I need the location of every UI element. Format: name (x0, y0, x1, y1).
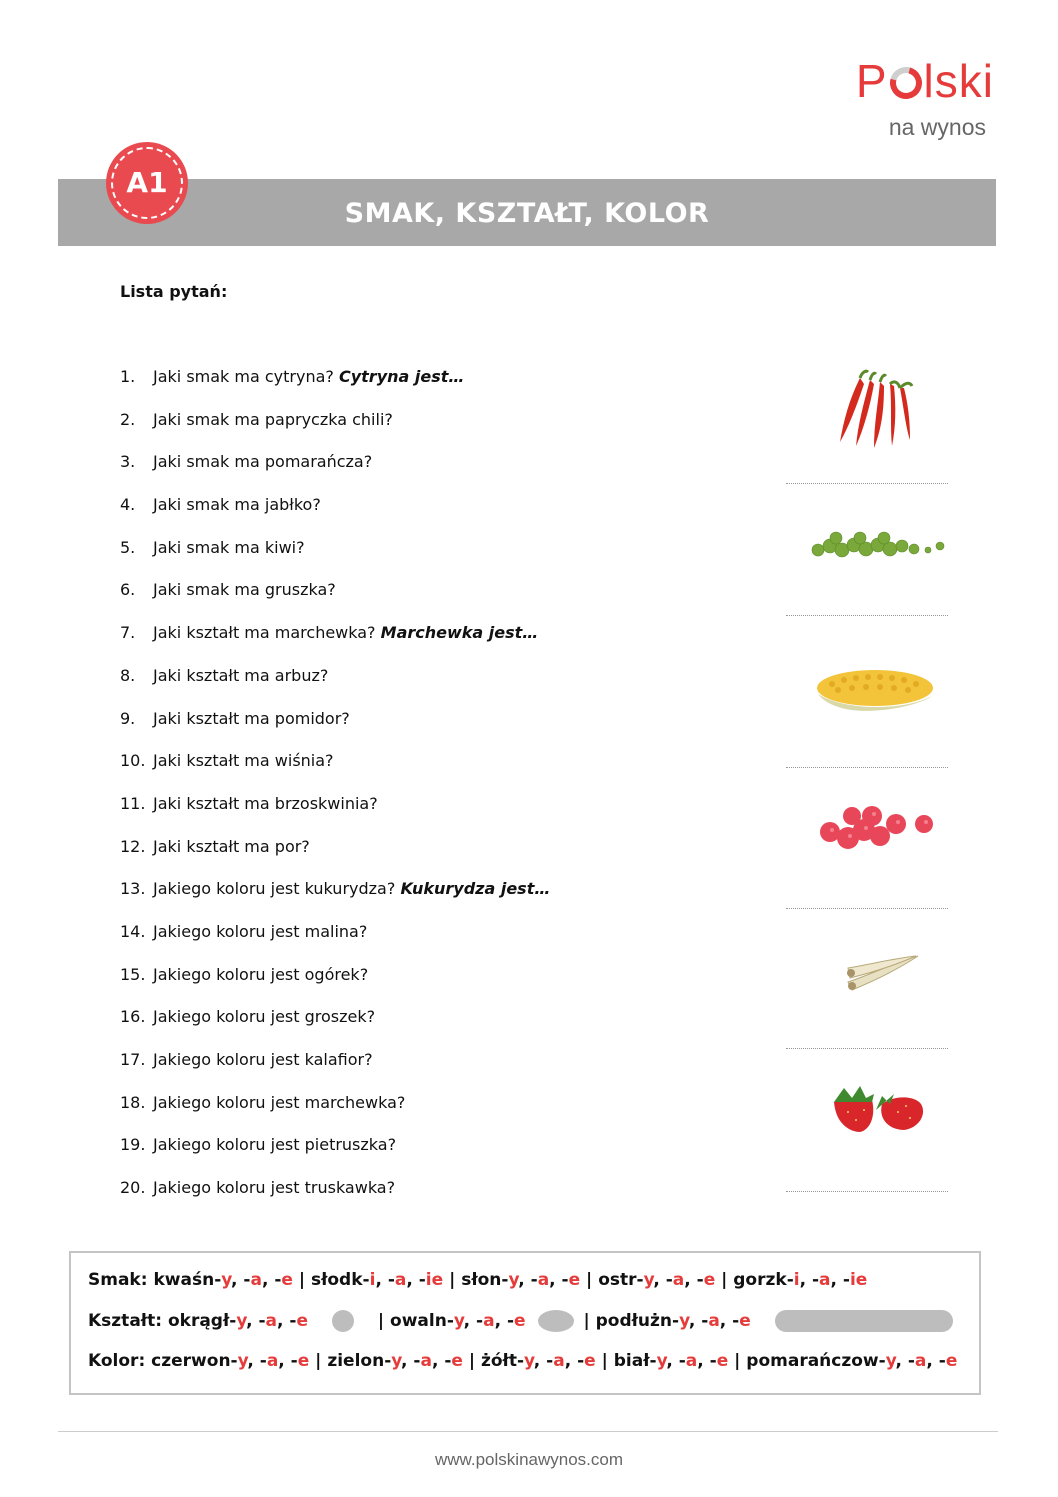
hyphen: - (878, 1351, 886, 1371)
vocab-row-ksztalt (88, 1310, 953, 1332)
ending: y (524, 1351, 534, 1371)
question-number: 20. (120, 1178, 146, 1198)
word-stem: ostr (598, 1270, 637, 1290)
question-text: Jaki smak ma jabłko? (153, 495, 321, 515)
ending: i (793, 1270, 800, 1290)
question-item (120, 537, 550, 580)
question-item (120, 793, 550, 836)
circle-shape-icon (332, 1310, 354, 1332)
separator: | (580, 1270, 599, 1290)
hyphen: - (446, 1311, 454, 1331)
question-text: Jakiego koloru jest truskawka? (153, 1178, 396, 1198)
hyphen: - (384, 1351, 392, 1371)
question-text: Jaki smak ma papryczka chili? (153, 409, 393, 429)
answer-line (786, 767, 948, 768)
question-text: Jakiego koloru jest kalafior? (153, 1050, 373, 1069)
answer-line (786, 615, 948, 616)
question-item (120, 366, 550, 409)
hyphen: - (230, 1351, 238, 1371)
question-item (120, 1049, 550, 1092)
question-number: 19. (120, 1135, 146, 1155)
answer-line (786, 1048, 948, 1049)
question-text: Jaki kształt ma por? (153, 836, 310, 856)
ending: a (819, 1270, 831, 1290)
comma: , - (431, 1351, 452, 1371)
ending: a (266, 1351, 279, 1371)
ending: a (537, 1270, 550, 1290)
vocab-row-smak (88, 1270, 867, 1290)
word-stem: okrągł (167, 1311, 230, 1331)
word-stem: słodk (310, 1270, 363, 1290)
ending: a (394, 1270, 407, 1290)
ending: y (453, 1311, 464, 1331)
hyphen: - (501, 1270, 509, 1290)
comma: , - (666, 1351, 686, 1371)
ending: y (643, 1270, 654, 1290)
vocab-row-kolor (88, 1351, 957, 1371)
comma: , - (653, 1270, 673, 1290)
comma: , - (564, 1351, 585, 1371)
brand-logo (855, 55, 994, 141)
question-item (120, 665, 550, 708)
question-text: Jakiego koloru jest marchewka? (153, 1092, 406, 1112)
footer-divider (58, 1431, 998, 1432)
ending: e (296, 1311, 308, 1331)
long-shape-icon (775, 1310, 953, 1332)
footer-url: www.polskinawynos.com (434, 1450, 623, 1469)
comma: , - (375, 1270, 395, 1290)
comma: , - (684, 1270, 704, 1290)
comma: , - (895, 1351, 915, 1371)
comma: , - (549, 1270, 569, 1290)
question-item (120, 708, 550, 751)
answer-line (786, 1191, 948, 1192)
comma: , - (401, 1351, 421, 1371)
question-number: 1. (120, 367, 136, 386)
vocab-label: Kształt: (88, 1311, 163, 1331)
comma: , - (278, 1351, 298, 1371)
question-item (120, 1006, 550, 1049)
hyphen: - (672, 1311, 680, 1331)
ending: y (237, 1351, 248, 1371)
question-item (120, 1134, 550, 1177)
ending: a (553, 1351, 565, 1371)
separator: | (728, 1351, 747, 1371)
word-stem: podłużn (595, 1311, 673, 1331)
green-peas-image (808, 530, 948, 564)
comma: , - (697, 1351, 717, 1371)
ending: a (420, 1351, 432, 1371)
comma: , - (533, 1351, 554, 1371)
question-item (120, 1092, 550, 1135)
question-text: Jaki smak ma cytryna? (153, 367, 339, 386)
logo-tagline: na wynos (888, 114, 986, 140)
question-text: Jaki smak ma pomarańcza? (153, 452, 373, 472)
word-stem: owaln (390, 1311, 447, 1331)
ending: a (708, 1311, 720, 1331)
list-title: Lista pytań: (120, 282, 228, 301)
ending: e (514, 1311, 526, 1331)
question-item (120, 1177, 550, 1220)
question-text: Jakiego koloru jest kukurydza? (153, 879, 401, 899)
separator: | (595, 1351, 614, 1371)
hyphen: - (516, 1351, 525, 1371)
ending: e (716, 1351, 729, 1371)
ending: e (945, 1351, 958, 1371)
ending: e (297, 1351, 310, 1371)
ending: a (685, 1351, 698, 1371)
question-text: Jaki kształt ma pomidor? (153, 708, 350, 728)
question-item (120, 750, 550, 793)
ending: a (672, 1270, 685, 1290)
question-number: 14. (120, 921, 146, 941)
question-text: Jakiego koloru jest pietruszka? (153, 1135, 397, 1155)
question-number: 3. (120, 452, 136, 472)
ending: e (703, 1270, 716, 1290)
comma: , - (247, 1351, 267, 1371)
comma: , - (277, 1311, 297, 1331)
question-number: 6. (120, 580, 136, 600)
separator: | (292, 1270, 311, 1290)
ending: ie (425, 1270, 444, 1290)
ending: y (221, 1270, 232, 1290)
ending: e (281, 1270, 293, 1290)
ending: i (369, 1270, 376, 1290)
title-bar (58, 179, 996, 246)
word-stem: czerwon (151, 1351, 231, 1371)
comma: , - (261, 1270, 282, 1290)
question-number: 18. (120, 1092, 146, 1112)
comma: , - (688, 1311, 709, 1331)
question-number: 13. (120, 879, 146, 899)
question-text: Jaki smak ma kiwi? (153, 537, 305, 557)
answer-line (786, 908, 948, 909)
question-hint: Cytryna jest… (338, 367, 465, 386)
question-number: 12. (120, 836, 146, 856)
question-text: Jaki kształt ma brzoskwinia? (153, 793, 378, 813)
question-text: Jaki kształt ma wiśnia? (153, 751, 334, 771)
question-number: 8. (120, 665, 136, 685)
comma: , - (246, 1311, 266, 1331)
hyphen: - (214, 1270, 222, 1290)
ending: ie (849, 1270, 868, 1290)
word-stem: słon (461, 1270, 502, 1290)
separator: | (577, 1311, 596, 1331)
separator: | (462, 1351, 481, 1371)
question-number: 17. (120, 1050, 146, 1069)
question-text: Jaki kształt ma arbuz? (153, 665, 329, 685)
question-number: 5. (120, 537, 136, 557)
separator: | (309, 1351, 328, 1371)
question-item (120, 409, 550, 452)
question-hint: Marchewka jest… (380, 623, 539, 643)
question-item (120, 494, 550, 537)
separator: | (372, 1311, 391, 1331)
hyphen: - (229, 1311, 237, 1331)
ending: a (265, 1311, 278, 1331)
ending: a (250, 1270, 262, 1290)
ending: y (656, 1351, 667, 1371)
comma: , - (719, 1311, 740, 1331)
question-item (120, 878, 550, 921)
raspberries-image (812, 802, 942, 852)
comma: , - (926, 1351, 946, 1371)
question-number: 11. (120, 793, 146, 813)
word-stem: pomarańczow (746, 1351, 879, 1371)
question-item (120, 579, 550, 622)
question-number: 10. (120, 751, 146, 771)
question-text: Jakiego koloru jest malina? (153, 921, 368, 941)
logo-o-icon (884, 61, 928, 105)
question-text: Jaki smak ma gruszka? (153, 580, 336, 600)
separator: | (715, 1270, 734, 1290)
comma: , - (494, 1311, 515, 1331)
vocab-label: Smak: (88, 1270, 148, 1290)
question-text: Jaki kształt ma marchewka? (153, 623, 381, 643)
comma: , - (799, 1270, 820, 1290)
question-number: 4. (120, 495, 136, 515)
hyphen: - (786, 1270, 794, 1290)
question-number: 2. (120, 409, 136, 429)
question-list (120, 366, 550, 1220)
ending: y (508, 1270, 519, 1290)
question-item (120, 921, 550, 964)
level-badge (106, 142, 188, 224)
ending: y (885, 1351, 896, 1371)
question-number: 7. (120, 623, 136, 643)
page-title: SMAK, KSZTAŁT, KOLOR (344, 198, 710, 229)
corn-cob-image (812, 664, 938, 714)
ending: a (483, 1311, 495, 1331)
strawberries-image (826, 1082, 928, 1134)
hyphen: - (649, 1351, 657, 1371)
comma: , - (518, 1270, 538, 1290)
word-stem: zielon (327, 1351, 385, 1371)
question-hint: Kukurydza jest… (400, 879, 551, 899)
word-stem: żółt (480, 1351, 517, 1371)
logo-main: P lski (855, 55, 994, 107)
question-item (120, 836, 550, 879)
ending: a (914, 1351, 927, 1371)
ending: y (236, 1311, 247, 1331)
question-item (120, 451, 550, 494)
level-badge-label: A1 (111, 147, 183, 219)
ending: e (584, 1351, 596, 1371)
hyphen: - (636, 1270, 644, 1290)
question-text: Jakiego koloru jest ogórek? (153, 964, 369, 984)
answer-line (786, 483, 948, 484)
question-text: Jakiego koloru jest groszek? (153, 1007, 376, 1027)
ending: e (451, 1351, 463, 1371)
word-stem: biał (613, 1351, 650, 1371)
question-number: 9. (120, 708, 136, 728)
comma: , - (231, 1270, 251, 1290)
question-number: 16. (120, 1007, 146, 1027)
vocab-label: Kolor: (88, 1351, 146, 1371)
ending: y (679, 1311, 689, 1331)
parsley-roots-image (842, 952, 922, 996)
comma: , - (830, 1270, 850, 1290)
ending: e (739, 1311, 751, 1331)
comma: , - (406, 1270, 426, 1290)
question-item (120, 964, 550, 1007)
hyphen: - (362, 1270, 370, 1290)
question-number: 15. (120, 964, 146, 984)
comma: , - (463, 1311, 484, 1331)
ending: e (568, 1270, 581, 1290)
chili-peppers-image (830, 368, 920, 450)
word-stem: kwaśn (153, 1270, 215, 1290)
question-item (120, 622, 550, 665)
vocabulary-box (69, 1251, 981, 1395)
word-stem: gorzk (733, 1270, 787, 1290)
separator: | (443, 1270, 462, 1290)
ending: y (391, 1351, 402, 1371)
oval-shape-icon (538, 1310, 574, 1332)
